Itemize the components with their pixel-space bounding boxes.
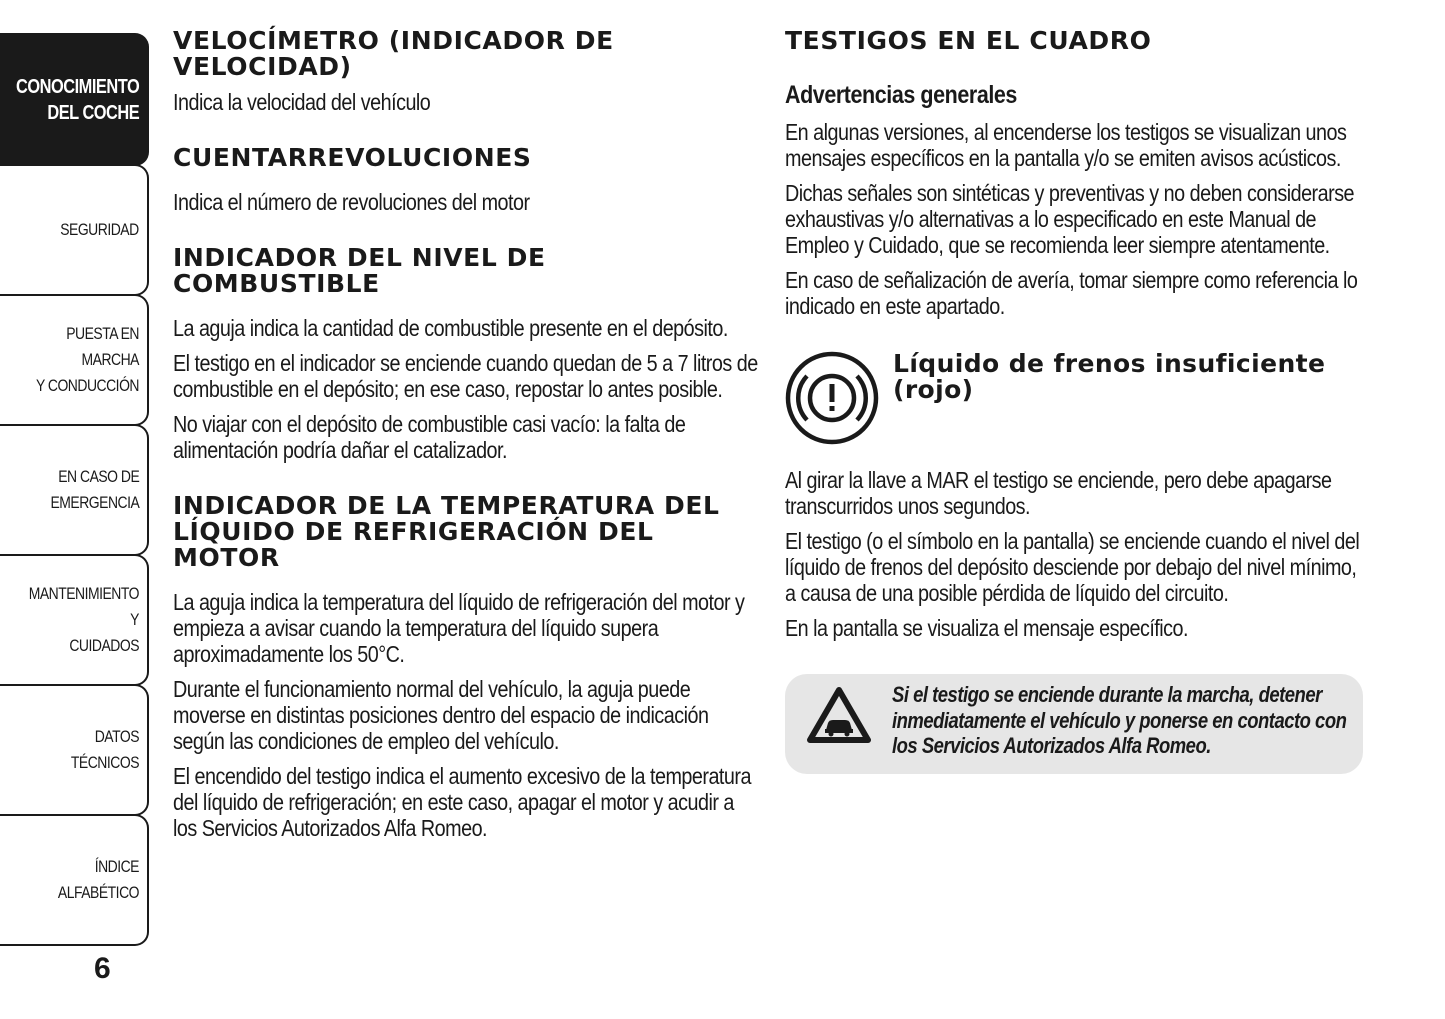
fuel-text-1: La aguja indica la cantidad de combustible presente en el depósito. <box>173 315 728 341</box>
tab-conocimiento-del-coche[interactable]: CONOCIMIENTO DEL COCHE <box>0 33 149 166</box>
tab-seguridad[interactable]: SEGURIDAD <box>0 164 149 296</box>
warning-note <box>785 674 1363 774</box>
fuel-heading: INDICADOR DEL NIVEL DE COMBUSTIBLE <box>173 243 546 298</box>
warning-note-text: Si el testigo se enciende durante la marcha, detener inmediatamente el vehículo y ponerse en contacto con los Servicios Autorizados Alfa Romeo. <box>892 682 1347 758</box>
speedometer-heading: VELOCÍMETRO (INDICADOR DE VELOCIDAD) <box>173 26 614 81</box>
coolant-heading: INDICADOR DE LA TEMPERATURA DEL LÍQUIDO DE REFRIGERACIÓN DEL MOTOR <box>173 491 720 572</box>
general-text-1: En algunas versiones, al encenderse los testigos se visualizan unos mensajes específicos en la pantalla y/o se emiten avisos acústicos. <box>785 119 1347 171</box>
coolant-text-2: Durante el funcionamiento normal del vehículo, la aguja puede moverse en distintas posiciones dentro del espacio de indicación según las condiciones de empleo del vehículo. <box>173 676 709 754</box>
fuel-text-3: No viajar con el depósito de combustible casi vacío: la falta de alimentación podría dañar el catalizador. <box>173 411 686 463</box>
brake-fluid-block <box>785 351 1365 445</box>
left-column <box>173 28 763 841</box>
right-column <box>785 28 1365 774</box>
coolant-text-1: La aguja indica la temperatura del líquido de refrigeración del motor y empieza a avisar cuando la temperatura del líquido supera aproximadamente los 50°C. <box>173 589 745 667</box>
brake-fluid-warning-icon <box>785 351 879 445</box>
tab-en-caso-de-emergencia[interactable]: EN CASO DE EMERGENCIA <box>0 424 149 556</box>
car-warning-triangle-icon <box>807 686 871 744</box>
tab-puesta-en-marcha[interactable]: PUESTA EN MARCHA Y CONDUCCIÓN <box>0 294 149 426</box>
coolant-text-3: El encendido del testigo indica el aumento excesivo de la temperatura del líquido de refrigeración; en este caso, apagar el motor y acudir a los Servicios Autorizados Alfa Romeo. <box>173 763 751 841</box>
tab-mantenimiento[interactable]: MANTENIMIENTO Y CUIDADOS <box>0 554 149 686</box>
brake-text-2: El testigo (o el símbolo en la pantalla) se enciende cuando el nivel del líquido de frenos del depósito desciende por debajo del nivel mínimo, a causa de una posible pérdida de líquido del circuito. <box>785 528 1360 606</box>
brake-text-3: En la pantalla se visualiza el mensaje específico. <box>785 615 1189 641</box>
warning-lights-heading: TESTIGOS EN EL CUADRO <box>785 26 1152 55</box>
general-text-2: Dichas señales son sintéticas y preventivas y no deben considerarse exhaustivas y/o alternativas a lo especificado en este Manual de Empleo y Cuidado, que se recomienda leer siempre atentamente. <box>785 180 1355 258</box>
fuel-text-2: El testigo en el indicador se enciende cuando quedan de 5 a 7 litros de combustible en el depósito; en ese caso, repostar lo antes posible. <box>173 350 758 402</box>
general-warnings-subheading: Advertencias generales <box>785 81 1017 109</box>
page-number: 6 <box>94 952 111 985</box>
general-text-3: En caso de señalización de avería, tomar siempre como referencia lo indicado en este apartado. <box>785 267 1358 319</box>
tab-indice-alfabetico[interactable]: ÍNDICE ALFABÉTICO <box>0 814 149 946</box>
tachometer-text: Indica el número de revoluciones del motor <box>173 189 530 215</box>
brake-text-1: Al girar la llave a MAR el testigo se enciende, pero debe apagarse transcurridos unos segundos. <box>785 467 1332 519</box>
tab-datos-tecnicos[interactable]: DATOS TÉCNICOS <box>0 684 149 816</box>
brake-fluid-heading: Líquido de frenos insuficiente (rojo) <box>893 349 1326 404</box>
speedometer-text: Indica la velocidad del vehículo <box>173 89 431 115</box>
tachometer-heading: CUENTARREVOLUCIONES <box>173 143 532 172</box>
